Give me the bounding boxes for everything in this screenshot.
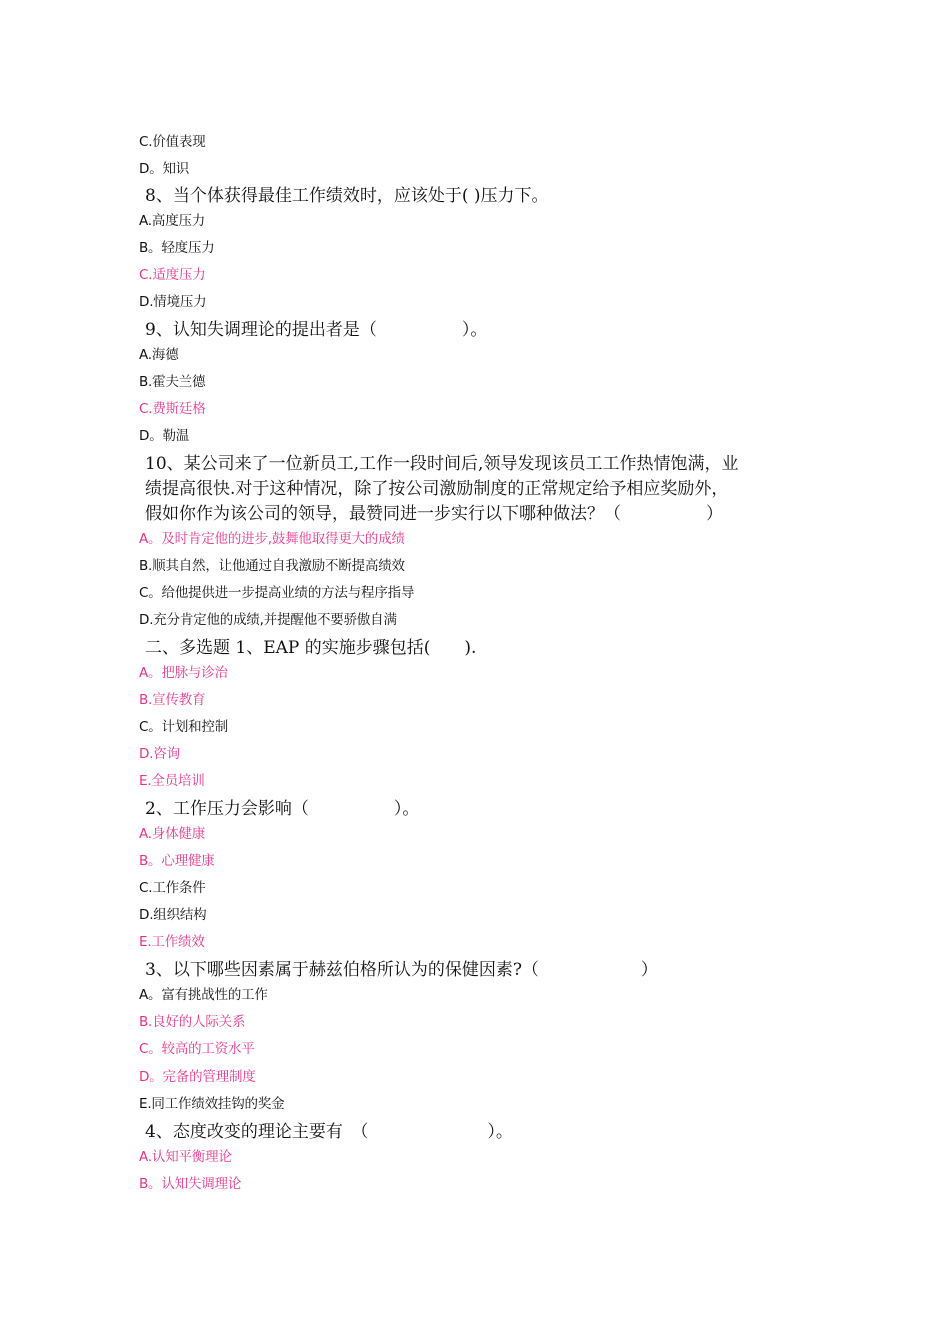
- option-text: D。知识: [139, 161, 190, 177]
- option-text: B。心理健康: [139, 853, 215, 869]
- question-text: 9、认知失调理论的提出者是（ ）。: [145, 320, 488, 340]
- option-text: A.海德: [139, 347, 179, 363]
- option-text: D.咨询: [139, 746, 180, 762]
- option-text: C.费斯廷格: [139, 401, 206, 417]
- option-text: A。及时肯定他的进步,鼓舞他取得更大的成绩: [139, 531, 405, 547]
- option-text: D.充分肯定他的成绩,并提醒他不要骄傲自满: [139, 612, 397, 628]
- option-text: E.同工作绩效挂钩的奖金: [139, 1096, 285, 1112]
- option-text: D。完备的管理制度: [139, 1069, 256, 1085]
- option-text: E.全员培训: [139, 773, 205, 789]
- question-text: 2、工作压力会影响（ ）。: [145, 799, 420, 819]
- option-text: B。轻度压力: [139, 240, 215, 256]
- option-text: A。把脉与诊治: [139, 665, 228, 681]
- option-text: D。勒温: [139, 428, 190, 444]
- question-text: 二、多选题 1、EAP 的实施步骤包括( ).: [145, 638, 477, 658]
- option-text: C.价值表现: [139, 134, 206, 150]
- option-text: A.身体健康: [139, 826, 206, 842]
- question-text: 绩提高很快.对于这种情况，除了按公司激励制度的正常规定给予相应奖励外，: [145, 479, 729, 499]
- option-text: D.组织结构: [139, 907, 207, 923]
- question-text: 3、以下哪些因素属于赫兹伯格所认为的保健因素?（ ）: [145, 960, 658, 980]
- option-text: B。认知失调理论: [139, 1176, 242, 1192]
- option-text: D.情境压力: [139, 294, 207, 310]
- option-text: B.顺其自然，让他通过自我激励不断提高绩效: [139, 558, 405, 574]
- option-text: B.良好的人际关系: [139, 1014, 246, 1030]
- question-text: 4、态度改变的理论主要有 （ ）。: [145, 1122, 513, 1142]
- option-text: C。给他提供进一步提高业绩的方法与程序指导: [139, 585, 415, 601]
- option-text: A.高度压力: [139, 213, 206, 229]
- option-text: C。计划和控制: [139, 719, 229, 735]
- option-text: A。富有挑战性的工作: [139, 987, 268, 1003]
- option-text: B.宣传教育: [139, 692, 206, 708]
- option-text: C。较高的工资水平: [139, 1041, 255, 1057]
- question-text: 假如你作为该公司的领导，最赞同进一步实行以下哪种做法？（ ）: [145, 504, 723, 524]
- option-text: B.霍夫兰德: [139, 374, 206, 390]
- option-text: C.工作条件: [139, 880, 206, 896]
- option-text: A.认知平衡理论: [139, 1149, 232, 1165]
- question-text: 10、某公司来了一位新员工,工作一段时间后,领导发现该员工工作热情饱满，业: [145, 454, 739, 474]
- option-text: C.适度压力: [139, 267, 206, 283]
- question-text: 8、当个体获得最佳工作绩效时，应该处于( )压力下。: [145, 186, 549, 206]
- option-text: E.工作绩效: [139, 934, 205, 950]
